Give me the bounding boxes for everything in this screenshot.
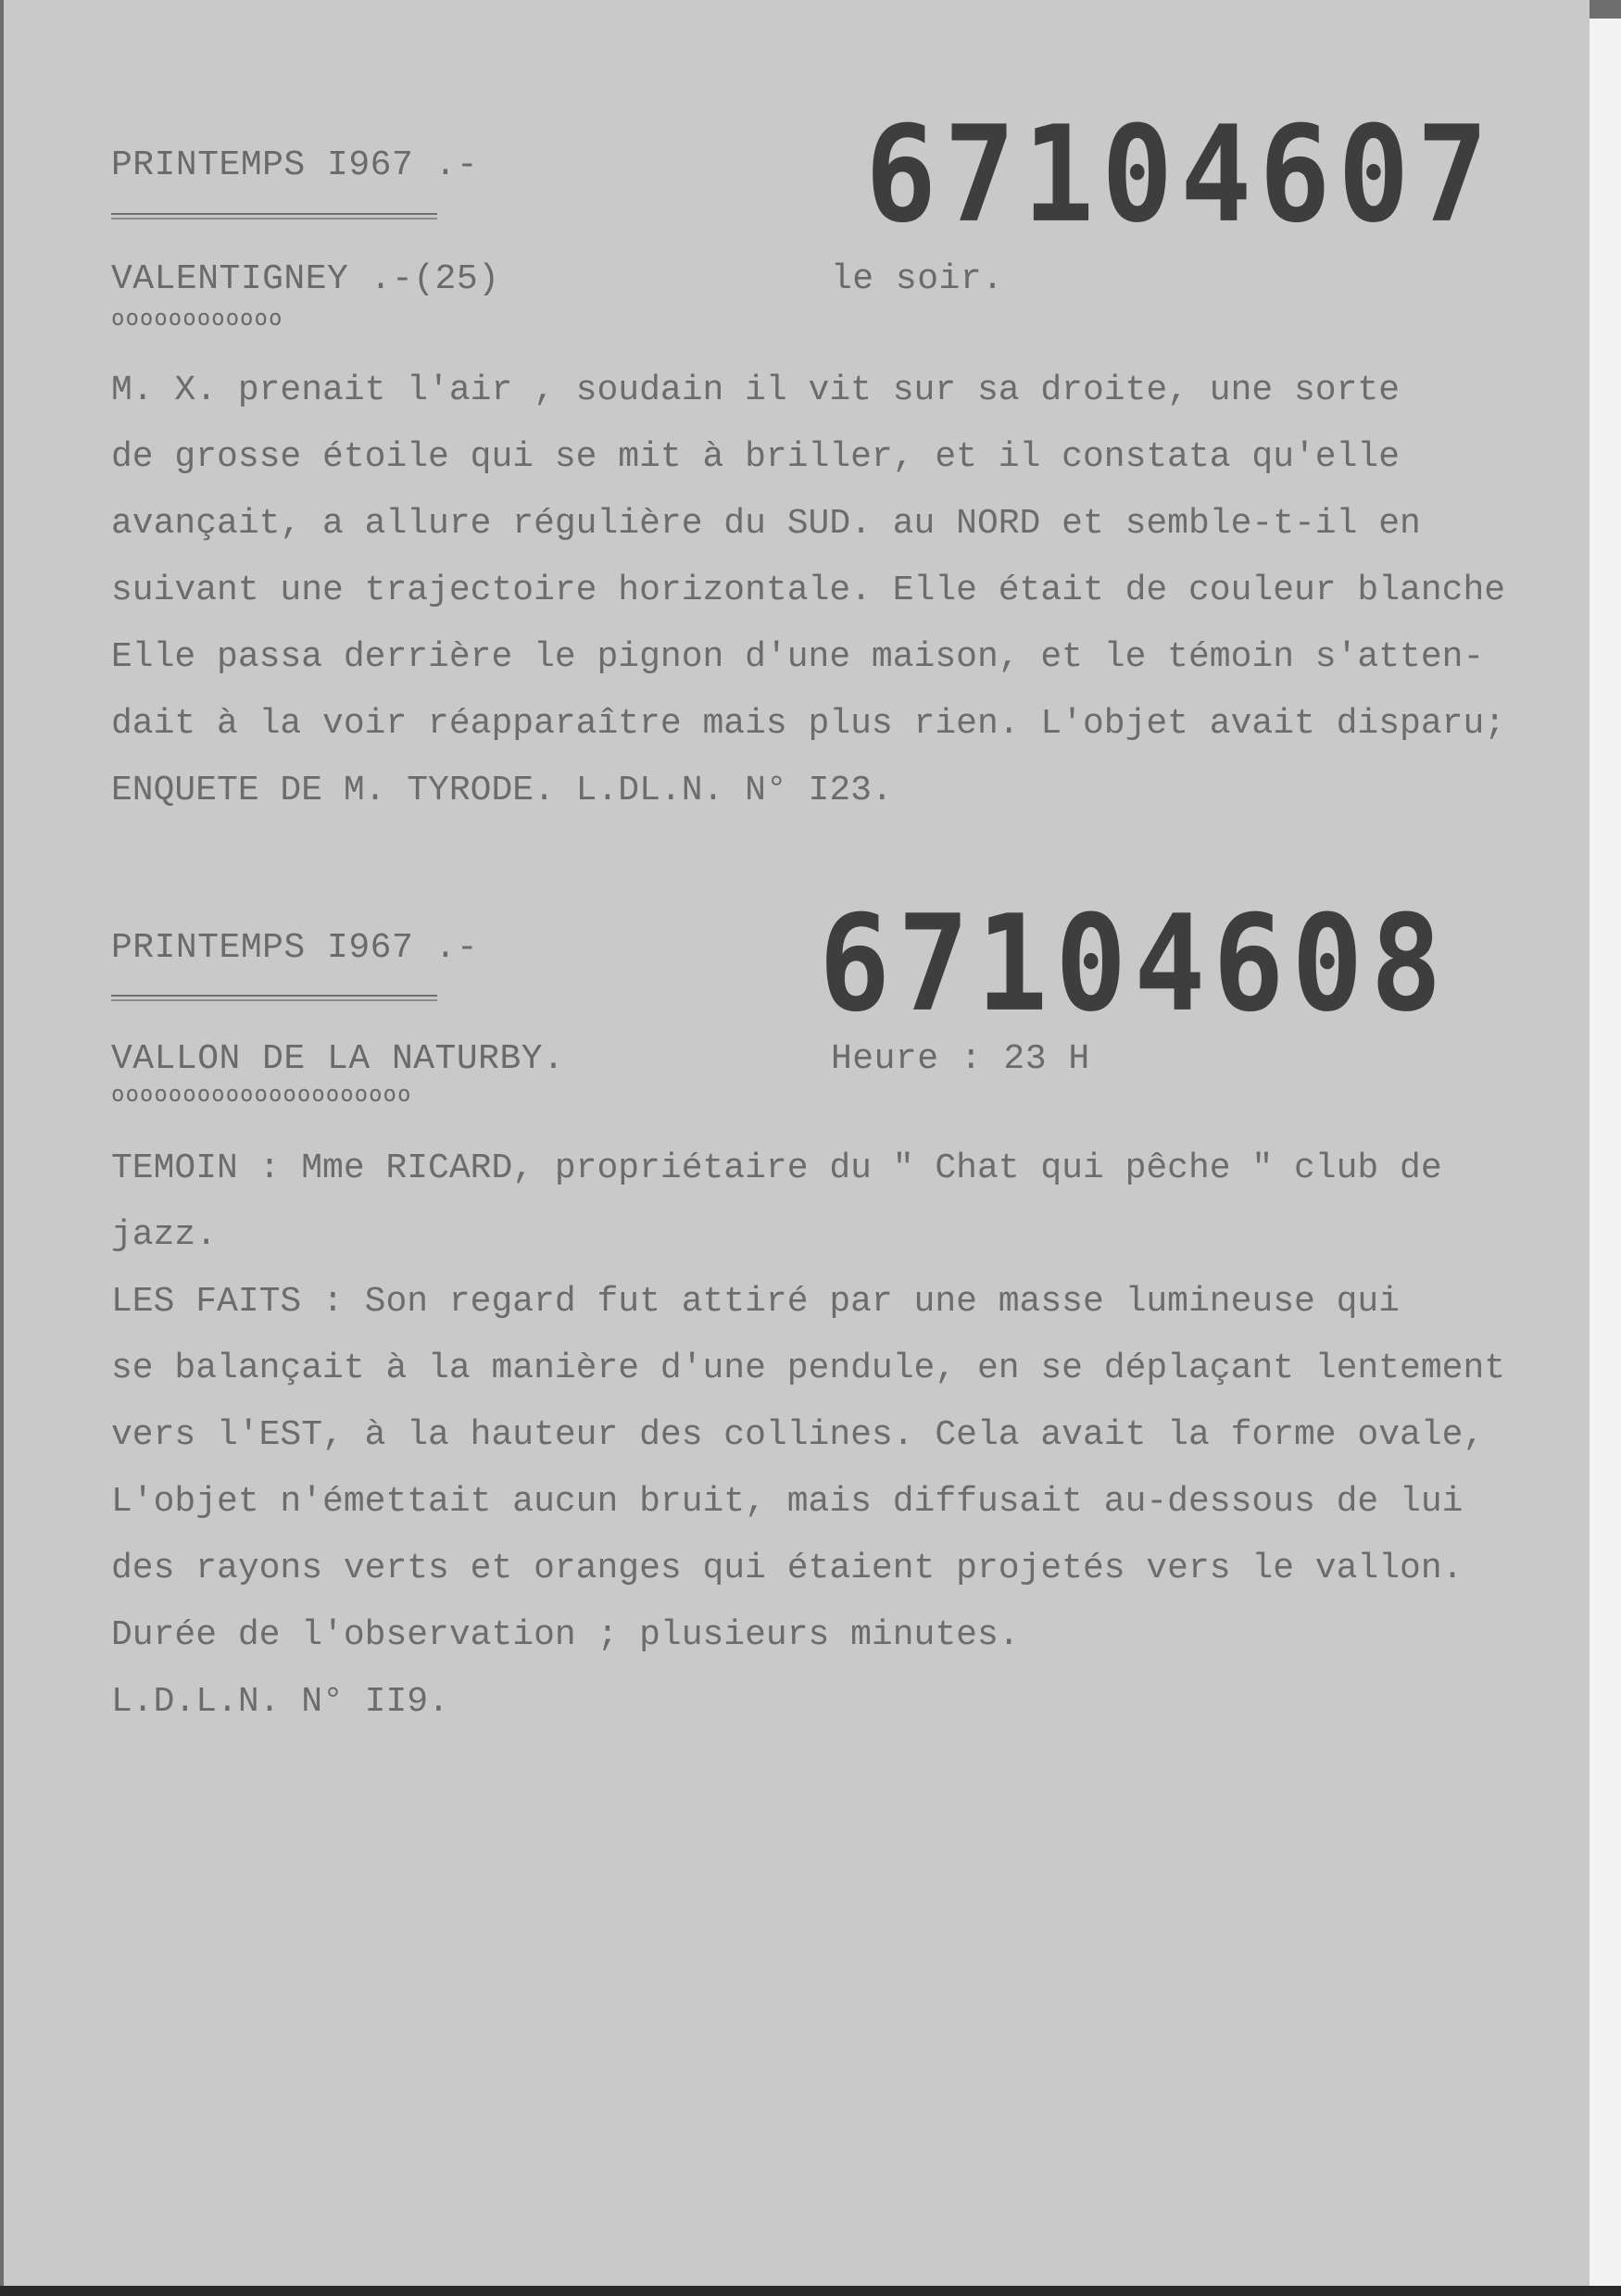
record2-line-6: L'objet n'émettait aucun bruit, mais diffusait au-dessous de lui bbox=[111, 1482, 1464, 1522]
page-edge-bottom bbox=[0, 2286, 1621, 2296]
record1-line-5: Elle passa derrière le pignon d'une maison, et le témoin s'atten- bbox=[111, 637, 1485, 677]
record1-place-underline: oooooooooooo bbox=[111, 305, 283, 331]
record1-line-1: M. X. prenait l'air , soudain il vit sur sa droite, une sorte bbox=[111, 370, 1401, 410]
record1-season: PRINTEMPS I967 .- bbox=[111, 145, 479, 185]
record1-season-underline bbox=[111, 213, 437, 220]
record1-number-stamp: 67104607 bbox=[865, 97, 1496, 253]
record2-season-underline bbox=[111, 995, 437, 1001]
record1-time: le soir. bbox=[831, 259, 1004, 299]
record2-line-4: se balançait à la manière d'une pendule, en se déplaçant lentement bbox=[111, 1349, 1506, 1388]
record1-place: VALENTIGNEY .-(25) bbox=[111, 259, 500, 299]
record2-line-1: TEMOIN : Mme RICARD, propriétaire du " Chat qui pêche " club de bbox=[111, 1148, 1442, 1188]
record2-place: VALLON DE LA NATURBY. bbox=[111, 1039, 565, 1079]
record2-line-9: L.D.L.N. N° II9. bbox=[111, 1682, 449, 1722]
record2-line-3: LES FAITS : Son regard fut attiré par une masse lumineuse qui bbox=[111, 1282, 1401, 1322]
record1-line-2: de grosse étoile qui se mit à briller, et il constata qu'elle bbox=[111, 437, 1401, 477]
record2-time: Heure : 23 H bbox=[831, 1039, 1090, 1079]
record1-line-4: suivant une trajectoire horizontale. Elle était de couleur blanche bbox=[111, 571, 1506, 610]
record2-line-2: jazz. bbox=[111, 1215, 218, 1255]
record2-line-5: vers l'EST, à la hauteur des collines. Cela avait la forme ovale, bbox=[111, 1415, 1485, 1455]
record2-line-8: Durée de l'observation ; plusieurs minutes. bbox=[111, 1615, 1020, 1655]
document-page bbox=[4, 0, 1590, 2286]
record1-line-7: ENQUETE DE M. TYRODE. L.DL.N. N° I23. bbox=[111, 771, 893, 810]
record2-season: PRINTEMPS I967 .- bbox=[111, 928, 479, 968]
record2-line-7: des rayons verts et oranges qui étaient projetés vers le vallon. bbox=[111, 1549, 1464, 1588]
record1-line-3: avançait, a allure régulière du SUD. au NORD et semble-t-il en bbox=[111, 504, 1421, 544]
page-edge-right bbox=[1590, 19, 1621, 2296]
record1-line-6: dait à la voir réapparaître mais plus rien. L'objet avait disparu; bbox=[111, 704, 1506, 744]
record2-number-stamp: 67104608 bbox=[819, 886, 1450, 1042]
record2-place-underline: ooooooooooooooooooooo bbox=[111, 1081, 412, 1107]
